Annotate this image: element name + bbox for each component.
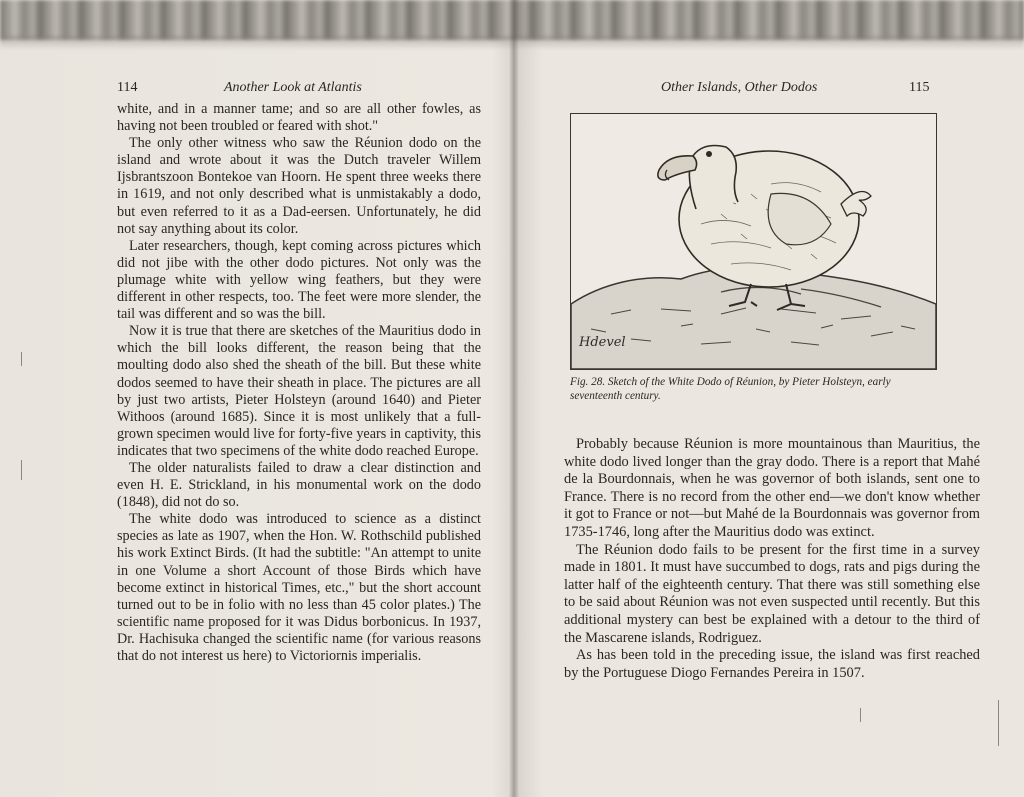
margin-mark [998, 700, 999, 746]
right-page [518, 0, 1024, 797]
dodo-figure [570, 113, 937, 370]
left-paragraph-2: The only other witness who saw the Réunion dodo on the island and wrote about it was the Dutch traveler Willem Ijsbrantszoon Bontekoe van Hoorn. He spent three weeks there in 1619, and not only described what is unmistakably a dodo, but even referred to it as a Dad-eersen. Unfortunately, he did not say anything about its color. [117, 135, 481, 237]
margin-mark [21, 352, 22, 366]
left-paragraph-1: white, and in a manner tame; and so are all other fowles, as having not been troubled or feared with shot." [117, 101, 481, 135]
left-running-head: Another Look at Atlantis [224, 80, 362, 95]
right-paragraph-2: The Réunion dodo fails to be present for the first time in a survey made in 1801. It must have succumbed to dogs, rats and pigs during the latter half of the eighteenth century. That there was still something else to be said about Réunion was not even suspected until recently. But this additional mystery can best be explained with a detour to the third of the Mascarene islands, Rodriguez. [564, 541, 980, 646]
left-text-column [117, 101, 481, 665]
right-paragraph-3: As has been told in the preceding issue, the island was first reached by the Portuguese Diogo Fernandes Pereira in 1507. [564, 647, 980, 681]
left-paragraph-5: The older naturalists failed to draw a clear distinction and even H. E. Strickland, in his monumental work on the dodo (1848), did not do so. [117, 459, 481, 511]
left-paragraph-6: The white dodo was introduced to science as a distinct species as late as 1907, when the Hon. W. Rothschild published his work Extinct Birds. (It had the subtitle: "An attempt to unite in one Volume a short Account of those Birds which have become extinct in historical Times, etc.," but the short account turned out to be in folio with no less than 45 color plates.) The scientific name proposed for it was Didus borbonicus. In 1937, Dr. Hachisuka changed the scientific name (for various reasons that do not interest us here) to Victoriornis imperialis. [117, 511, 481, 664]
figure-caption: Fig. 28. Sketch of the White Dodo of Réunion, by Pieter Holsteyn, early seventeenth century. [570, 376, 891, 402]
right-running-head: Other Islands, Other Dodos [661, 80, 818, 95]
right-text-column [564, 436, 980, 682]
right-paragraph-1: Probably because Réunion is more mountainous than Mauritius, the white dodo lived longer than the gray dodo. There is a report that Mahé de la Bourdonnais, when he was governor of both islands, sent one to France. There is no record from the other end—we don't know whether it got to France or not—but Mahé de la Bourdonnais was governor from 1735-1746, long after the Mauritius dodo was extinct. [564, 436, 980, 540]
left-paragraph-4: Now it is true that there are sketches of the Mauritius dodo in which the bill looks different, the reason being that the moulting dodo also shed the sheath of the bill. But these white dodos seemed to have their sheath in place. The pictures are all by just two artists, Pieter Holsteyn (around 1640) and Pieter Withoos (around 1685). Since it is most unlikely that a full-grown specimen would live for forty-five years in captivity, this indicates that two specimens of the white dodo reached Europe. [117, 323, 481, 459]
left-page [0, 0, 510, 797]
left-page-number: 114 [117, 80, 138, 95]
left-paragraph-3: Later researchers, though, kept coming across pictures which did not jibe with the other dodo pictures. Not only was the plumage white with yellow wing feathers, but they were different in other respects, too. The feet were more slender, the tail was different and so was the bill. [117, 237, 481, 323]
margin-mark [21, 460, 22, 480]
white-dodo-sketch [571, 114, 936, 369]
margin-mark [860, 708, 861, 722]
right-page-number: 115 [909, 80, 930, 95]
artist-signature: Hdevel [579, 335, 626, 350]
